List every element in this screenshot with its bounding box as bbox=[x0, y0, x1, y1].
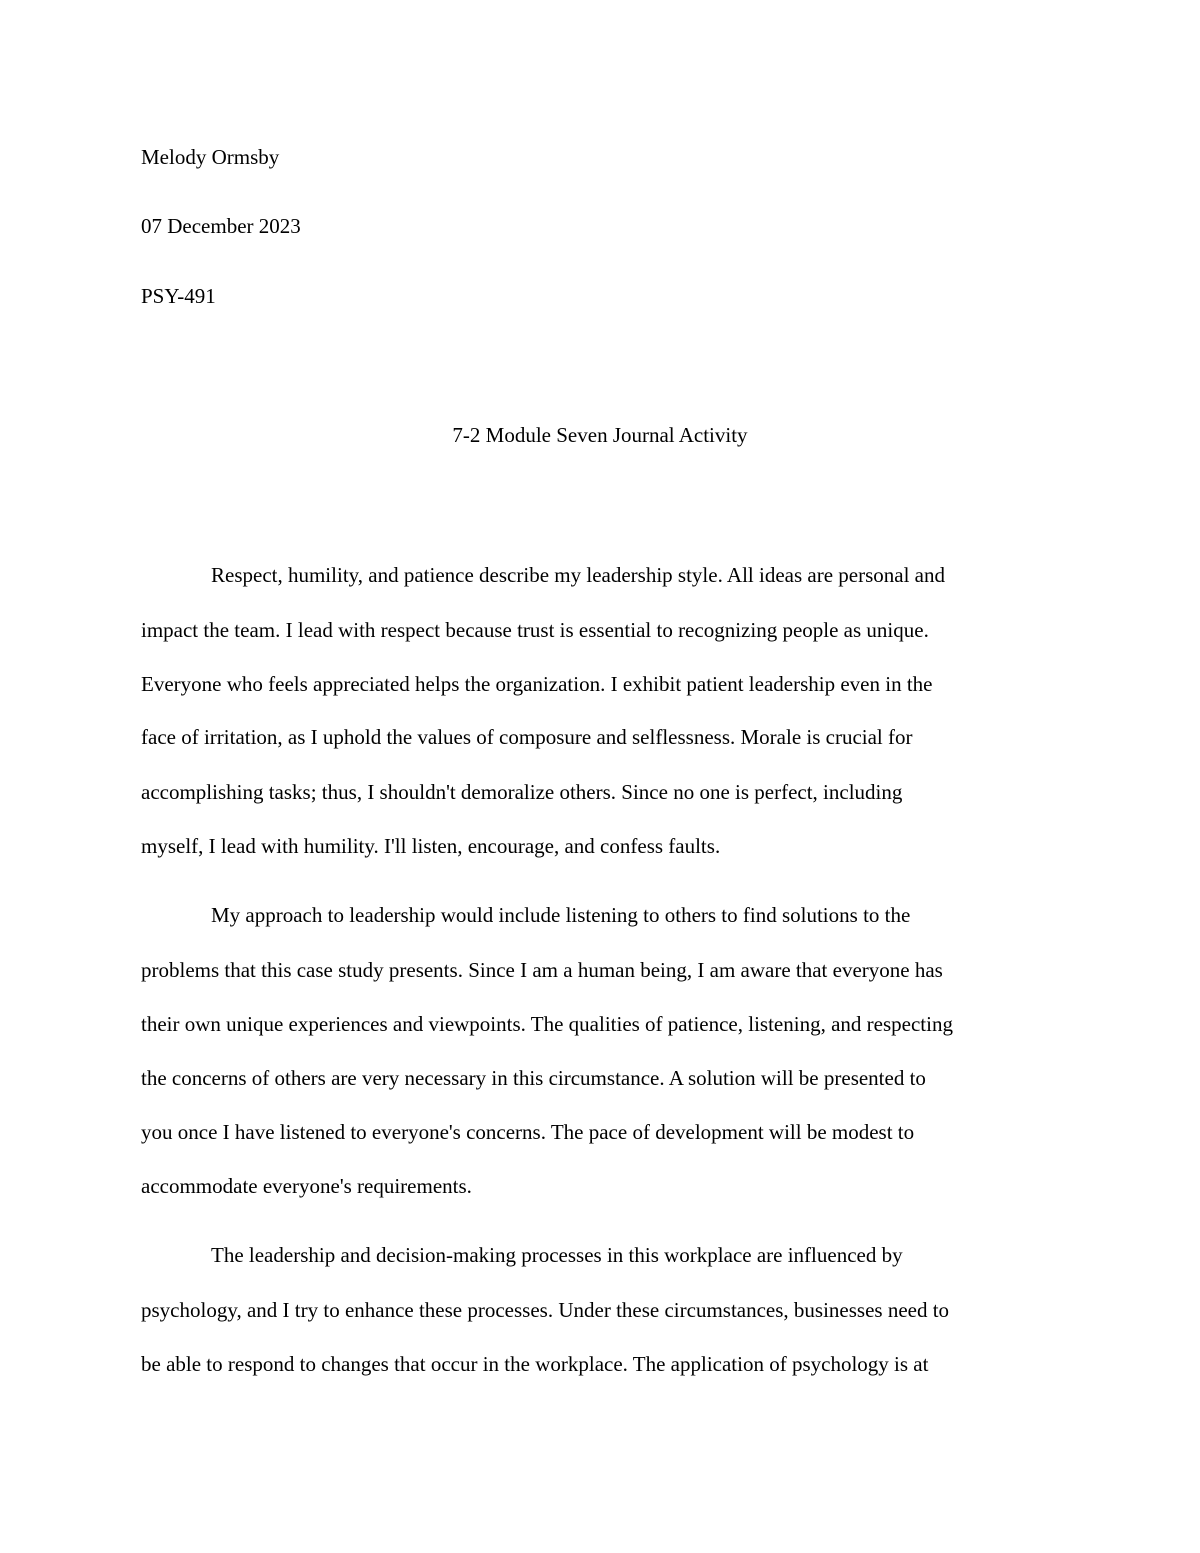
paragraph-line: face of irritation, as I uphold the values of composure and selflessness. Morale is crucial for bbox=[141, 725, 913, 749]
paragraph-line: myself, I lead with humility. I'll listen, encourage, and confess faults. bbox=[141, 834, 721, 858]
paragraph-line: be able to respond to changes that occur in the workplace. The application of psychology is at bbox=[141, 1352, 929, 1376]
author-name: Melody Ormsby bbox=[141, 145, 280, 169]
paragraph-line: impact the team. I lead with respect because trust is essential to recognizing people as unique. bbox=[141, 618, 929, 642]
document-title: 7-2 Module Seven Journal Activity bbox=[452, 423, 748, 447]
paragraph-line: Respect, humility, and patience describe my leadership style. All ideas are personal and bbox=[211, 563, 945, 587]
course-code: PSY-491 bbox=[141, 284, 216, 308]
paragraph-line: problems that this case study presents. Since I am a human being, I am aware that everyone has bbox=[141, 958, 943, 982]
paragraph-line: you once I have listened to everyone's concerns. The pace of development will be modest to bbox=[141, 1120, 915, 1144]
paragraph-line: their own unique experiences and viewpoints. The qualities of patience, listening, and respecting bbox=[141, 1012, 953, 1036]
paragraph-line: psychology, and I try to enhance these processes. Under these circumstances, businesses need to bbox=[141, 1298, 950, 1322]
document-date: 07 December 2023 bbox=[141, 214, 301, 238]
paragraph-line: Everyone who feels appreciated helps the organization. I exhibit patient leadership even in the bbox=[141, 672, 933, 696]
paragraph-line: The leadership and decision-making processes in this workplace are influenced by bbox=[211, 1243, 903, 1267]
paragraph-line: My approach to leadership would include listening to others to find solutions to the bbox=[211, 903, 911, 927]
paragraph-line: accomplishing tasks; thus, I shouldn't demoralize others. Since no one is perfect, including bbox=[141, 780, 903, 804]
paragraph-line: the concerns of others are very necessary in this circumstance. A solution will be presented to bbox=[141, 1066, 926, 1090]
paragraph-line: accommodate everyone's requirements. bbox=[141, 1174, 472, 1198]
